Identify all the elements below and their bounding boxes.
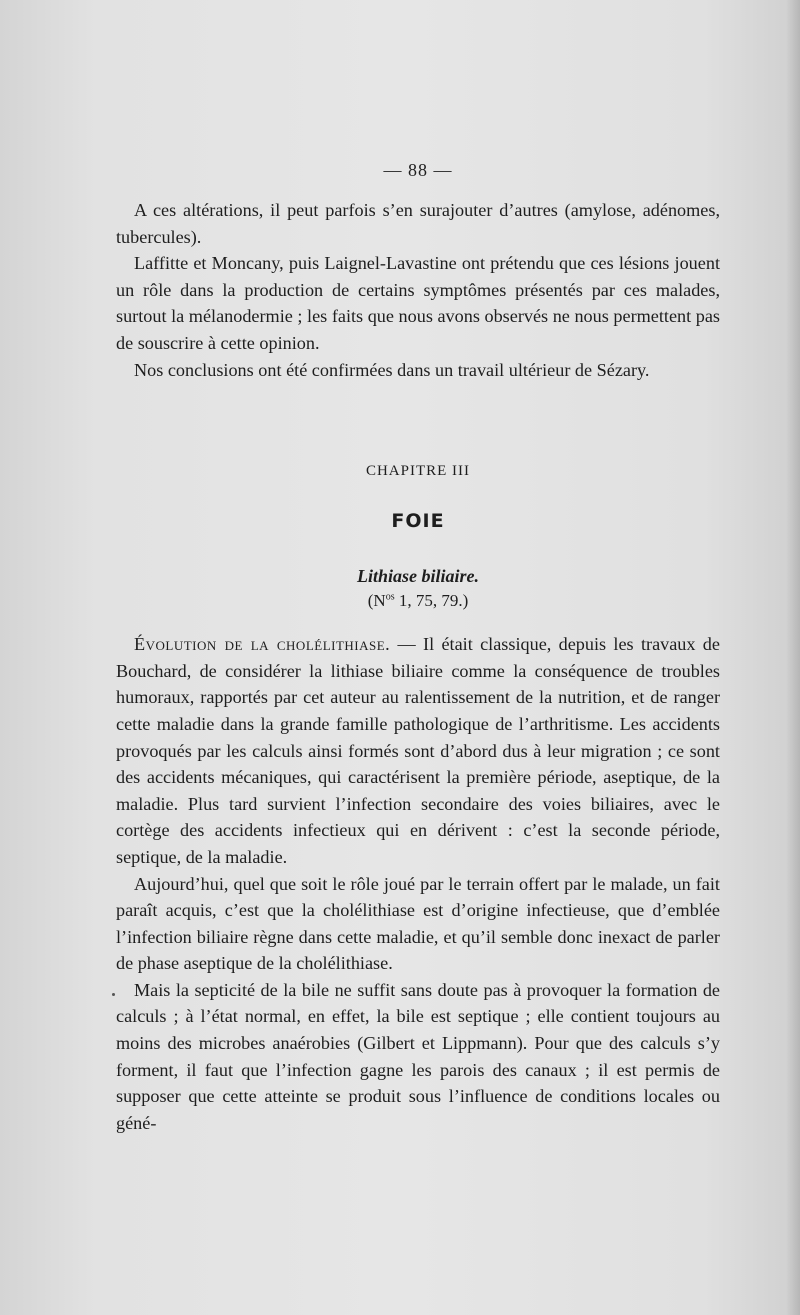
subsection-references xyxy=(116,591,720,611)
evolution-text: — Il était classique, depuis les travaux de Bouchard, de considérer la lithiase biliaire comme la conséquence de troubles humoraux, rapportés par cet auteur au ralentissement de la nutrition, et de ranger cette maladie dans la grande famille pathologique de l’arthritisme. Les accidents provoqués par les calculs ainsi formés sont d’abord dus à leur migration ; ce sont des accidents mécaniques, qui caractérisent la première période, aseptique, de la maladie. Plus tard survient l’infection secondaire des voies biliaires, avec le cortège des accidents infectieux qui en dérivent : c’est la seconde période, septique, de la maladie. xyxy=(116,634,720,867)
page-edge-shadow xyxy=(786,0,800,1315)
section-title: FOIE xyxy=(391,510,445,533)
refs-prefix: (N xyxy=(367,591,386,611)
margin-mark xyxy=(112,993,115,996)
page-number: — 88 — xyxy=(383,160,453,180)
paragraph-3: Nos conclusions ont été confirmées dans un travail ultérieur de Sézary. xyxy=(134,359,650,380)
evolution-heading: Évolution de la cholélithiase. xyxy=(134,634,391,655)
paragraph-septicite: Mais la septicité de la bile ne suffit sans doute pas à provoquer la formation de calculs ; à l’état normal, en effet, la bile est septique ; elle contient toujours au moins des microbes anaérobies (Gilbert et Lippmann). Pour que des calculs s’y forment, il faut que l’infection gagne les parois des canaux ; il est permis de supposer que cette atteinte se produit sous l’influence de conditions locales ou géné- xyxy=(116,979,720,1133)
paragraph-2: Laffitte et Moncany, puis Laignel-Lavastine ont prétendu que ces lésions jouent un rôle dans la production de certains symptômes présentés par ces malades, surtout la mélanodermie ; les faits que nous avons observés ne nous permettent pas de souscrire à cette opinion. xyxy=(116,253,720,353)
subsection-title: Lithiase biliaire. xyxy=(356,566,479,587)
paragraph-evolution xyxy=(116,631,720,870)
paragraph-1: A ces altérations, il peut parfois s’en surajouter d’autres (amylose, adénomes, tubercules). xyxy=(116,200,720,247)
paragraph-aujourdhui: Aujourd’hui, quel que soit le rôle joué par le terrain offert par le malade, un fait paraît acquis, c’est que la cholélithiase est d’origine infectieuse, que d’emblée l’infection biliaire règne dans cette maladie, et qu’il semble donc inexact de parler de phase aseptique de la cholélithiase. xyxy=(116,873,720,974)
chapter-heading: CHAPITRE III xyxy=(365,463,471,480)
page-content xyxy=(116,160,720,1136)
refs-superscript: os xyxy=(385,591,395,603)
refs-numbers: 1, 75, 79.) xyxy=(394,591,469,611)
